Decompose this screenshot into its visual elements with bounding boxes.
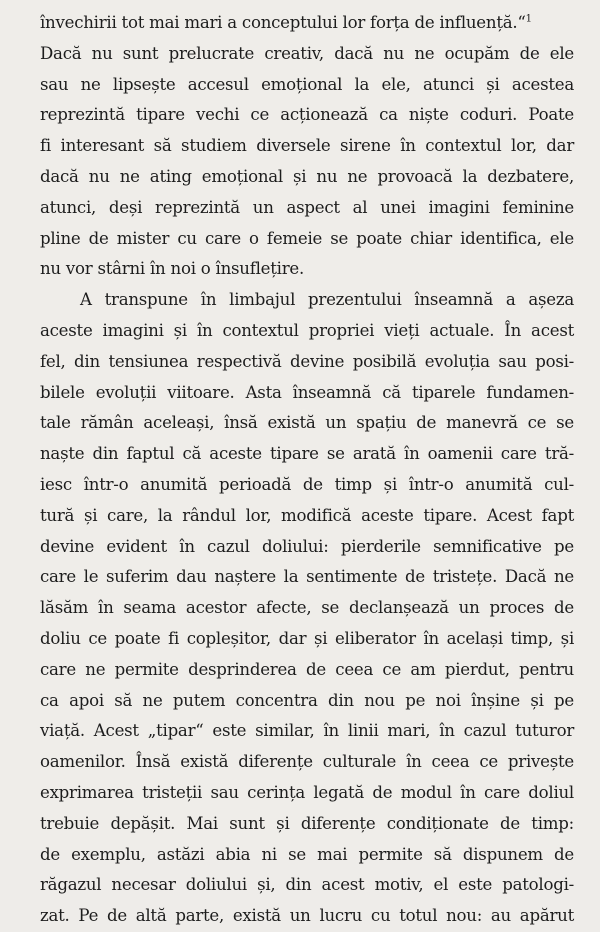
line-text: devine evident în cazul doliului: pierderile semnificative pe bbox=[40, 536, 574, 556]
text-line bbox=[40, 439, 574, 470]
text-line bbox=[40, 224, 574, 255]
text-line bbox=[40, 162, 574, 193]
line-text: tură și care, la rândul lor, modifică aceste tipare. Acest fapt bbox=[40, 505, 574, 525]
line-text: nu vor stârni în noi o însuflețire. bbox=[40, 259, 305, 279]
line-text: exprimarea tristeții sau cerința legată de modul în care doliul bbox=[40, 782, 574, 802]
line-text: aceste imagini și în contextul propriei vieți actuale. În acest bbox=[40, 320, 574, 340]
line-text: bilele evoluții viitoare. Asta înseamnă că tiparele fundamen- bbox=[40, 382, 574, 402]
line-text: naște din faptul că aceste tipare se arată în oamenii care tră- bbox=[40, 444, 574, 464]
text-line bbox=[40, 254, 574, 285]
line-text: pline de mister cu care o femeie se poate chiar identifica, ele bbox=[40, 228, 574, 248]
line-text: fi interesant să studiem diversele sirene în contextul lor, dar bbox=[40, 136, 574, 156]
line-text: doliu ce poate fi copleșitor, dar și eliberator în același timp, și bbox=[40, 628, 574, 648]
text-line bbox=[40, 8, 574, 39]
line-text: reprezintă tipare vechi ce acționează ca niște coduri. Poate bbox=[40, 105, 574, 125]
text-line bbox=[40, 809, 574, 840]
footnote-marker: 1 bbox=[525, 13, 532, 25]
text-line bbox=[40, 840, 574, 871]
line-text: răgazul necesar doliului și, din acest motiv, el este patologi- bbox=[40, 875, 574, 895]
line-text: lăsăm în seama acestor afecte, se declanșează un proces de bbox=[40, 598, 574, 618]
line-text: fel, din tensiunea respectivă devine posibilă evoluția sau posi- bbox=[40, 351, 574, 371]
line-text: de exemplu, astăzi abia ni se mai permite să dispunem de bbox=[40, 844, 574, 864]
line-text: A transpune în limbajul prezentului înseamnă a așeza bbox=[80, 290, 574, 310]
text-line bbox=[40, 686, 574, 717]
text-line bbox=[40, 901, 574, 932]
text-line bbox=[40, 285, 574, 316]
text-line bbox=[40, 347, 574, 378]
text-line bbox=[40, 131, 574, 162]
text-line bbox=[40, 39, 574, 70]
line-text: zat. Pe de altă parte, există un lucru cu totul nou: au apărut bbox=[40, 906, 574, 926]
text-line bbox=[40, 100, 574, 131]
text-line bbox=[40, 747, 574, 778]
text-line bbox=[40, 470, 574, 501]
line-text: viață. Acest „tipar“ este similar, în linii mari, în cazul tuturor bbox=[40, 721, 574, 741]
text-line bbox=[40, 70, 574, 101]
text-line bbox=[40, 408, 574, 439]
line-text: care ne permite desprinderea de ceea ce am pierdut, pentru bbox=[40, 659, 574, 679]
line-text: ca apoi să ne putem concentra din nou pe noi înșine și pe bbox=[40, 690, 574, 710]
line-text: iesc într-o anumită perioadă de timp și într-o anumită cul- bbox=[40, 474, 574, 494]
line-text: atunci, deși reprezintă un aspect al unei imagini feminine bbox=[40, 197, 574, 217]
text-line bbox=[40, 193, 574, 224]
line-text: care le suferim dau naștere la sentimente de tristețe. Dacă ne bbox=[40, 567, 574, 587]
line-text: oamenilor. Însă există diferențe culturale în ceea ce privește bbox=[40, 752, 574, 772]
text-line bbox=[40, 501, 574, 532]
line-text: dacă nu ne ating emoțional și nu ne provoacă la dezbatere, bbox=[40, 166, 574, 186]
line-text: Dacă nu sunt prelucrate creativ, dacă nu ne ocupăm de ele bbox=[40, 43, 574, 63]
text-line bbox=[40, 562, 574, 593]
text-line bbox=[40, 716, 574, 747]
text-line bbox=[40, 655, 574, 686]
text-line bbox=[40, 316, 574, 347]
text-line bbox=[40, 870, 574, 901]
line-text: învechirii tot mai mari a conceptului lor forța de influență.“ bbox=[40, 13, 526, 32]
text-line bbox=[40, 378, 574, 409]
text-line bbox=[40, 593, 574, 624]
line-text: sau ne lipsește accesul emoțional la ele, atunci și acestea bbox=[40, 74, 574, 94]
text-line bbox=[40, 532, 574, 563]
text-line bbox=[40, 778, 574, 809]
line-text: trebuie depășit. Mai sunt și diferențe condiționate de timp: bbox=[40, 813, 574, 833]
line-text: tale rămân aceleași, însă există un spațiu de manevră ce se bbox=[40, 413, 574, 433]
body-text bbox=[40, 8, 574, 932]
text-line bbox=[40, 624, 574, 655]
